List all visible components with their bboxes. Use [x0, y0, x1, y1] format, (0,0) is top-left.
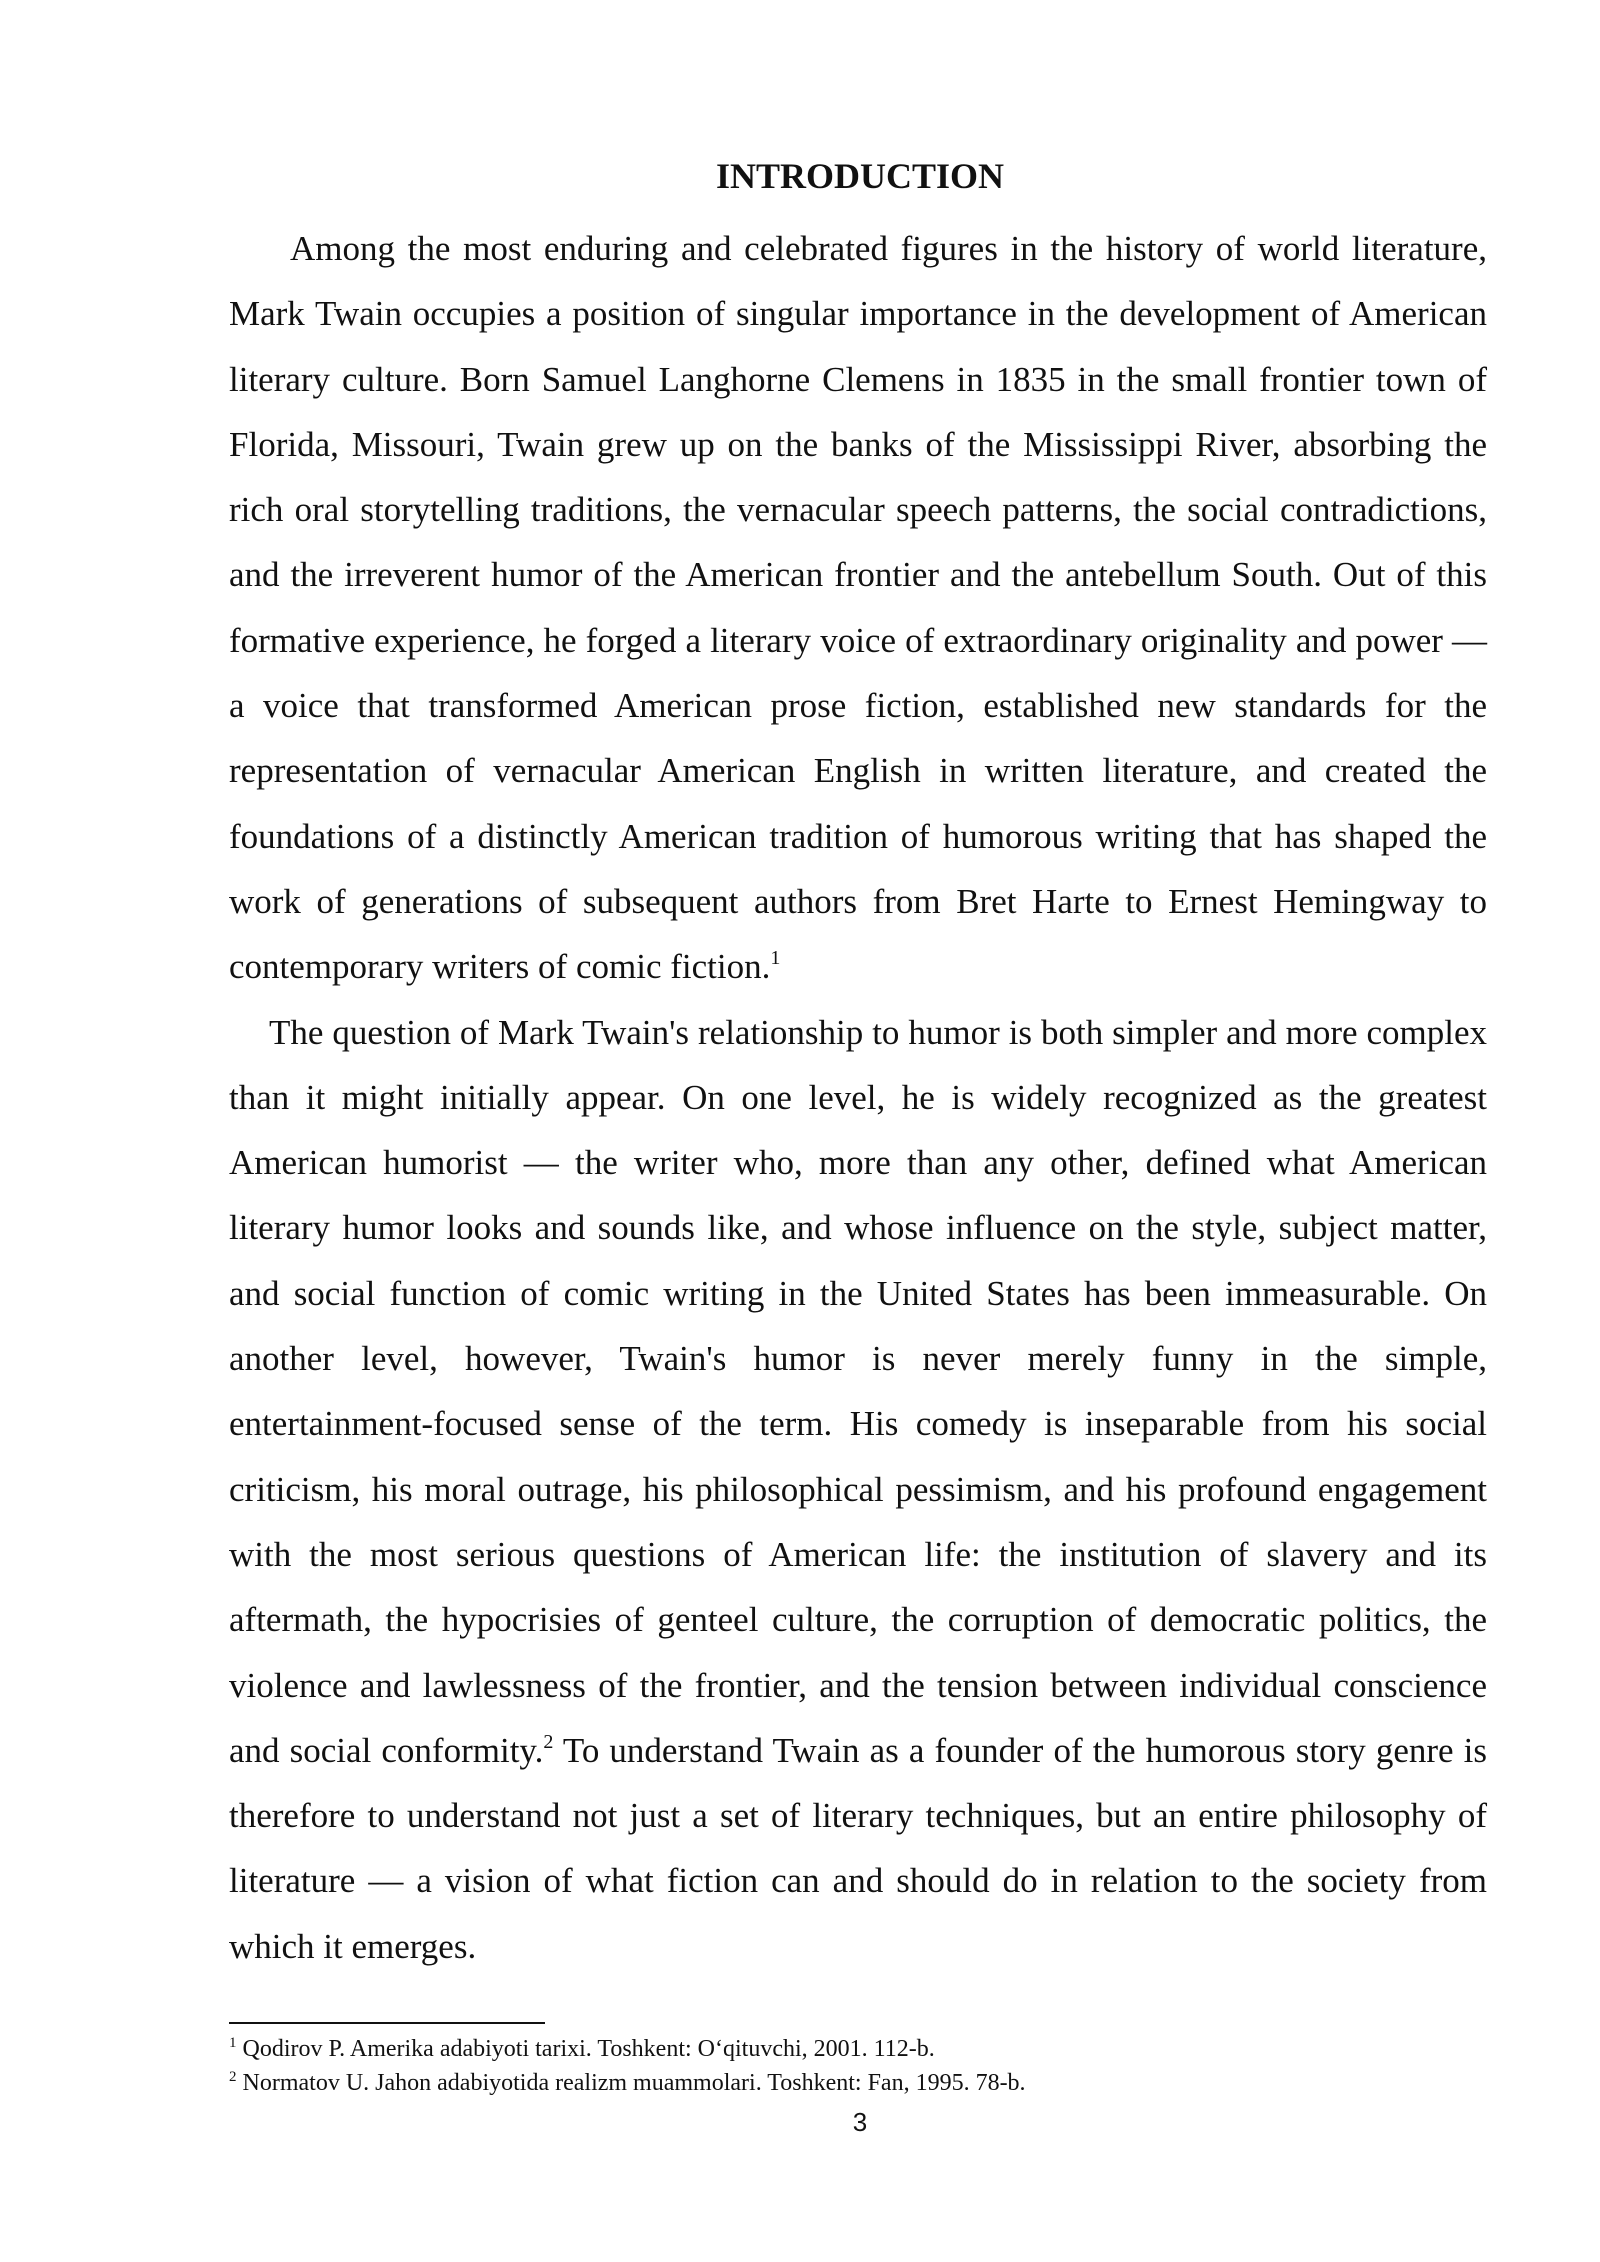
- paragraph-2: [229, 1000, 1487, 1979]
- footnote-2: [229, 2066, 1487, 2100]
- paragraph-2-text-after-ref: To understand Twain as a founder of the humorous story genre is therefore to understand not just a set of literary techniques, but an entire philosophy of literature — a vision of what fiction can and should do in relation to the society from which it emerges.: [229, 1730, 1488, 1966]
- footnote-1-text: Qodirov P. Amerika adabiyoti tarixi. Toshkent: O‘qituvchi, 2001. 112-b.: [236, 2036, 935, 2062]
- section-heading: INTRODUCTION: [715, 156, 1005, 196]
- footnote-ref-2: 2: [543, 1730, 554, 1753]
- footnote-1: [229, 2032, 1487, 2066]
- footnote-1-number: 1: [229, 2035, 237, 2051]
- footnote-2-text: Normatov U. Jahon adabiyotida realizm muammolari. Toshkent: Fan, 1995. 78-b.: [236, 2070, 1026, 2096]
- paragraph-2-text-before-ref: The question of Mark Twain's relationship to humor is both simpler and more complex than it might initially appear. On one level, he is widely recognized as the greatest American humorist — the writer who, more than any other, defined what American literary humor looks and sounds like, and whose influence on the style, subject matter, and social function of comic writing in the United States has been immeasurable. On another level, however, Twain's humor is never merely funny in the simple, entertainment-focused sense of the term. His comedy is inseparable from his social criticism, his moral outrage, his philosophical pessimism, and his profound engagement with the most serious questions of American life: the institution of slavery and its aftermath, the hypocrisies of genteel culture, the corruption of democratic politics, the violence and lawlessness of the frontier, and the tension between individual conscience and social conformity.: [229, 1012, 1487, 1770]
- page-number: 3: [852, 2107, 868, 2137]
- footnotes: [229, 2032, 1487, 2100]
- footnote-ref-1: 1: [770, 947, 781, 970]
- paragraph-1: [229, 216, 1487, 1000]
- footnote-separator: [229, 2022, 545, 2024]
- footnote-2-number: 2: [229, 2069, 237, 2085]
- body-text: [229, 216, 1487, 1979]
- paragraph-1-text: Among the most enduring and celebrated figures in the history of world literature, Mark Twain occupies a position of singular importance in the development of American literary culture. Born Samuel Langhorne Clemens in 1835 in the small frontier town of Florida, Missouri, Twain grew up on the banks of the Mississippi River, absorbing the rich oral storytelling traditions, the vernacular speech patterns, the social contradictions, and the irreverent humor of the American frontier and the antebellum South. Out of this formative experience, he forged a literary voice of extraordinary originality and power — a voice that transformed American prose fiction, established new standards for the representation of vernacular American English in written literature, and created the foundations of a distinctly American tradition of humorous writing that has shaped the work of generations of subsequent authors from Bret Harte to Ernest Hemingway to contemporary writers of comic fiction.: [229, 229, 1487, 987]
